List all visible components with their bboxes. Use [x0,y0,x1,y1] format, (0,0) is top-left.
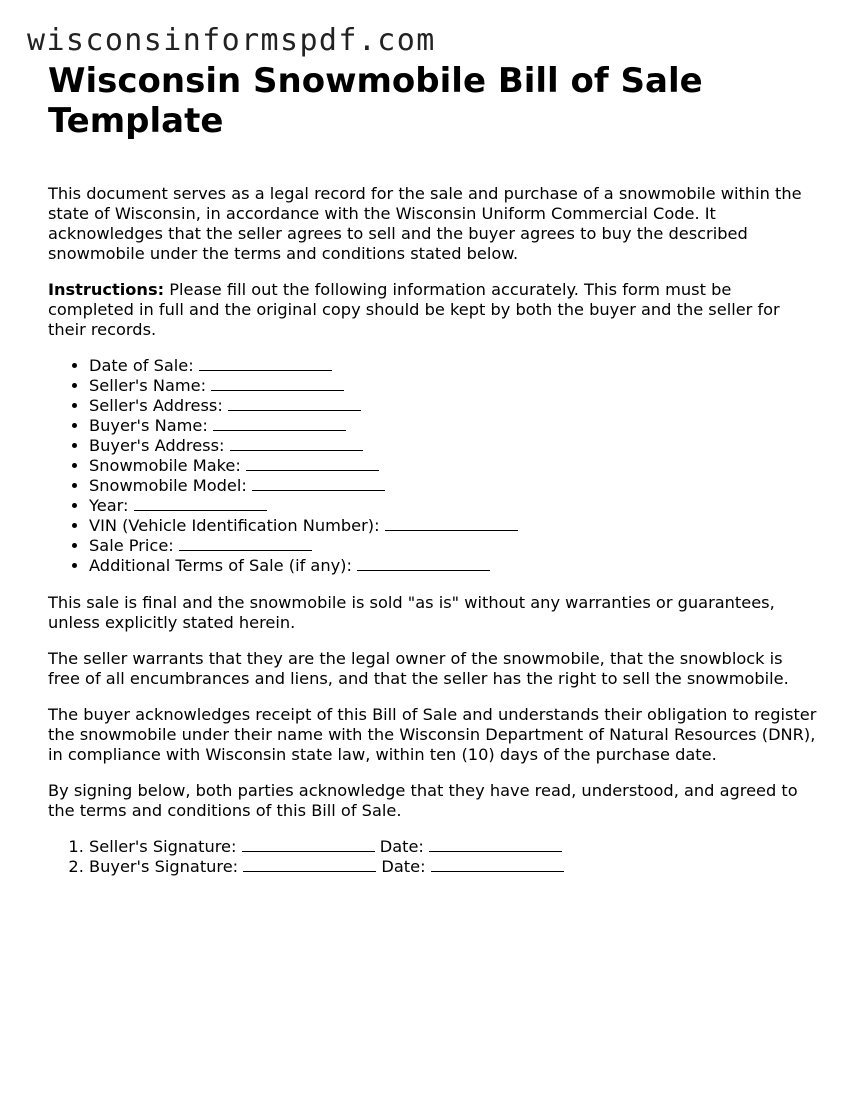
field-label: Seller's Name: [89,376,212,395]
signing-paragraph: By signing below, both parties acknowledge that they have read, understood, and agreed to the terms and conditions of this Bill of Sale. [48,781,798,820]
instructions-paragraph [48,280,818,340]
as-is-paragraph: This sale is final and the snowmobile is sold "as is" without any warranties or guarantees, unless explicitly stated herein. [48,593,775,632]
field-item-sale-price [89,536,818,556]
buyer-acknowledgment-paragraph: The buyer acknowledges receipt of this Bill of Sale and understands their obligation to register the snowmobile under their name with the Wisconsin Department of Natural Resources (DNR), in compliance with Wisconsin state law, within ten (10) days of the purchase date. [48,705,817,764]
intro-paragraph: This document serves as a legal record for the sale and purchase of a snowmobile within the state of Wisconsin, in accordance with the Wisconsin Uniform Commercial Code. It acknowledges that the seller agrees to sell and the buyer agrees to buy the described snowmobile under the terms and conditions stated below. [48,184,802,263]
date-label: Date: [374,837,430,856]
blank-line[interactable] [246,457,379,471]
signature-label: Buyer's Signature: [89,857,244,876]
field-item-snowmobile-model [89,476,818,496]
blank-line[interactable] [357,557,490,571]
field-label: Buyer's Name: [89,416,213,435]
field-label: Seller's Address: [89,396,228,415]
blank-line[interactable] [134,497,267,511]
field-item-year [89,496,818,516]
signature-blank-line[interactable] [242,838,375,852]
field-label: Buyer's Address: [89,436,230,455]
signature-item-buyer [89,857,818,877]
field-label: Sale Price: [89,536,179,555]
instructions-text: Please fill out the following information accurately. This form must be completed in full and the original copy should be kept by both the buyer and the seller for their records. [48,280,780,339]
page-title: Wisconsin Snowmobile Bill of Sale Template [48,61,703,141]
field-item-snowmobile-make [89,456,818,476]
watermark: wisconsinformspdf.com [27,23,436,58]
blank-line[interactable] [211,377,344,391]
field-item-buyer-name [89,416,818,436]
field-item-vin [89,516,818,536]
blank-line[interactable] [213,417,346,431]
field-label: Additional Terms of Sale (if any): [89,556,358,575]
signatures-list [48,837,818,877]
field-item-buyer-address [89,436,818,456]
field-label: Date of Sale: [89,356,199,375]
blank-line[interactable] [228,397,361,411]
signature-label: Seller's Signature: [89,837,242,856]
field-label: Snowmobile Make: [89,456,246,475]
field-label: VIN (Vehicle Identification Number): [89,516,385,535]
field-label: Year: [89,496,134,515]
date-blank-line[interactable] [431,858,564,872]
signature-blank-line[interactable] [243,858,376,872]
blank-line[interactable] [252,477,385,491]
blank-line[interactable] [230,437,363,451]
fields-list [48,356,818,576]
blank-line[interactable] [179,537,312,551]
seller-warranty-paragraph: The seller warrants that they are the legal owner of the snowmobile, that the snowblock is free of all encumbrances and liens, and that the seller has the right to sell the snowmobile. [48,649,789,688]
document-body [48,184,818,877]
blank-line[interactable] [199,357,332,371]
date-label: Date: [376,857,431,876]
instructions-label: Instructions: [48,280,165,299]
field-item-date-of-sale [89,356,818,376]
date-blank-line[interactable] [429,838,562,852]
field-item-seller-address [89,396,818,416]
document-page [48,61,818,877]
field-label: Snowmobile Model: [89,476,252,495]
field-item-seller-name [89,376,818,396]
blank-line[interactable] [385,517,518,531]
signature-item-seller [89,837,818,857]
field-item-additional-terms [89,556,818,576]
